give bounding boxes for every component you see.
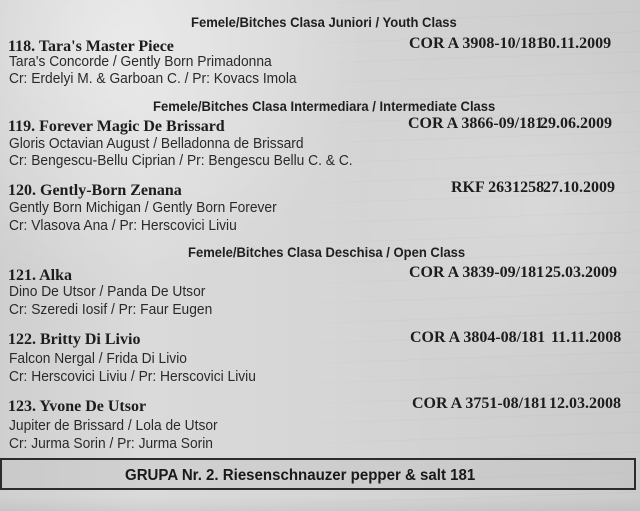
- entry-119-name: 119. Forever Magic De Brissard: [8, 118, 225, 135]
- entry-118-owners: Cr: Erdelyi M. & Garboan C. / Pr: Kovacs Imola: [9, 70, 297, 87]
- entry-122-registration: COR A 3804-08/181: [410, 329, 546, 346]
- entry-120-parents: Gently Born Michigan / Gently Born Forever: [9, 199, 277, 216]
- entry-120-name: 120. Gently-Born Zenana: [8, 182, 182, 199]
- entry-121-name: 121. Alka: [8, 267, 73, 284]
- entry-121-date: 25.03.2009: [545, 264, 617, 281]
- entry-119-parents: Gloris Octavian August / Belladonna de Brissard: [9, 135, 304, 152]
- entry-122-parents: Falcon Nergal / Frida Di Livio: [9, 350, 187, 367]
- entry-121-registration: COR A 3839-09/181: [409, 264, 545, 281]
- entry-118-name: 118. Tara's Master Piece: [8, 38, 174, 55]
- intermediate-class-heading: Femele/Bitches Clasa Intermediara / Intermediate Class: [153, 98, 496, 114]
- entry-119-registration: COR A 3866-09/181: [408, 115, 544, 132]
- entry-123-parents: Jupiter de Brissard / Lola de Utsor: [9, 417, 218, 434]
- entry-121-parents: Dino De Utsor / Panda De Utsor: [9, 283, 206, 300]
- entry-123-registration: COR A 3751-08/181: [412, 395, 548, 412]
- entry-122-name: 122. Britty Di Livio: [8, 331, 141, 348]
- entry-122-date: 11.11.2008: [551, 329, 622, 346]
- page-bottom-shadow: [0, 497, 640, 511]
- entry-123-owners: Cr: Jurma Sorin / Pr: Jurma Sorin: [9, 435, 213, 452]
- entry-121-owners: Cr: Szeredi Iosif / Pr: Faur Eugen: [9, 301, 213, 318]
- entry-119-date: 29.06.2009: [540, 115, 612, 132]
- open-class-heading: Femele/Bitches Clasa Deschisa / Open Class: [188, 244, 466, 260]
- youth-class-heading: Femele/Bitches Clasa Juniori / Youth Class: [191, 14, 457, 30]
- entry-120-owners: Cr: Vlasova Ana / Pr: Herscovici Liviu: [9, 217, 237, 234]
- entry-119-owners: Cr: Bengescu-Bellu Ciprian / Pr: Bengescu Bellu C. & C.: [9, 152, 353, 169]
- entry-123-date: 12.03.2008: [549, 395, 621, 412]
- entry-118-registration: COR A 3908-10/181: [409, 35, 545, 52]
- group-heading-box: [0, 458, 636, 490]
- group-heading: GRUPA Nr. 2. Riesenschnauzer pepper & salt 181: [125, 467, 476, 484]
- entry-118-date: 30.11.2009: [540, 35, 612, 52]
- entry-118-parents: Tara's Concorde / Gently Born Primadonna: [9, 53, 272, 70]
- entry-122-owners: Cr: Herscovici Liviu / Pr: Herscovici Liviu: [9, 368, 256, 385]
- entry-123-name: 123. Yvone De Utsor: [8, 398, 147, 415]
- entry-120-registration: RKF 2631258: [451, 179, 545, 196]
- entry-120-date: 27.10.2009: [543, 179, 615, 196]
